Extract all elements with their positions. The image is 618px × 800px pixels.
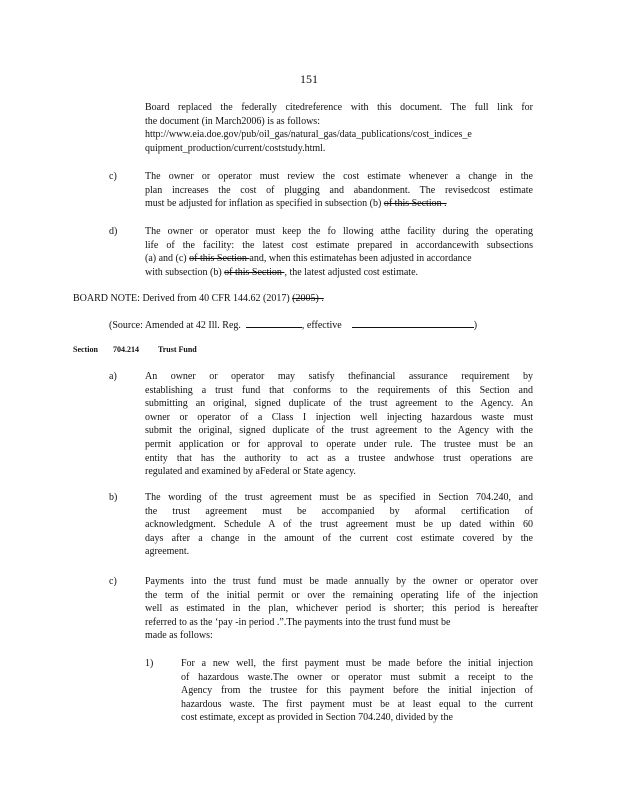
item-d-struck-text: of this Section xyxy=(189,253,250,265)
item-b-label: b) xyxy=(109,492,118,503)
item-1-line: of hazardous waste.The owner or operator must submit a receipt to the xyxy=(181,671,533,683)
source-note xyxy=(109,317,509,333)
item-a-line: permit application or for approval to operate under rule. The trustee must be an xyxy=(145,438,533,450)
item-b-line: acknowledgment. Schedule A of the trust agreement must be up dated within 60 xyxy=(145,519,533,531)
source-mid: , effective xyxy=(301,320,342,331)
board-note-line xyxy=(73,292,533,306)
item-a-paragraph xyxy=(145,370,533,479)
item-d-line xyxy=(145,266,533,280)
item-c-line: plan increases the cost of plugging and abandonment. The revisedcost estimate xyxy=(145,184,533,196)
section-number: 704.214 xyxy=(113,345,139,354)
item-a-line: An owner or operator may satisfy thefinancial assurance requirement by xyxy=(145,371,533,382)
item-1-line: cost estimate, except as provided in Section 704.240, divided by the xyxy=(181,712,453,724)
item-c2-label: c) xyxy=(109,576,117,587)
item-c-text: must be adjusted for inflation as specified in subsection (b) xyxy=(145,198,384,210)
item-a-line: submitting an original, signed duplicate of the trust agreement to the Agency. An xyxy=(145,398,533,410)
intro-line: the document (in March2006) is as follows: xyxy=(145,115,320,127)
item-b-line: days after a change in the amount of the current cost estimate covered by the xyxy=(145,532,533,544)
item-c2-paragraph xyxy=(145,575,538,643)
source-line xyxy=(109,317,509,333)
item-c-line: The owner or operator must review the cost estimate whenever a change in the xyxy=(145,171,533,182)
item-c-paragraph xyxy=(145,170,533,211)
item-b-line: The wording of the trust agreement must be as specified in Section 704.240, and xyxy=(145,492,533,503)
section-label: Section xyxy=(73,345,98,354)
item-c-label: c) xyxy=(109,171,117,182)
item-a-line: regulated and examined by aFederal or State agency. xyxy=(145,466,356,478)
item-c2-line: the term of the initial permit or over the remaining operating life of the injection xyxy=(145,589,538,601)
item-d-paragraph xyxy=(145,225,533,279)
item-1-line: hazardous waste. The first payment must be at least equal to the current xyxy=(181,698,533,710)
item-1-paragraph xyxy=(181,657,533,725)
intro-line: Board replaced the federally citedreference with this document. The full link for xyxy=(145,102,533,113)
item-d-text: (a) and (c) xyxy=(145,253,190,265)
item-c-struck-text: of this Section . xyxy=(383,198,447,210)
source-effective-blank xyxy=(352,317,474,328)
item-c2-line: well as estimated in the plan, whichever period is shorter; this period is hereafter xyxy=(145,603,538,615)
item-a-line: establishing a trust fund that conforms to the requirements of this Section and xyxy=(145,384,533,396)
item-d-label: d) xyxy=(109,226,118,237)
item-d-struck-text: of this Section xyxy=(224,266,285,278)
section-title: Trust Fund xyxy=(158,345,197,354)
item-d-line: life of the facility: the latest cost estimate prepared in accordancewith subsections xyxy=(145,239,533,251)
item-d-line: The owner or operator must keep the fo llowing atthe facility during the operating xyxy=(145,226,533,237)
item-a-line: entity that has the authority to act as a trustee andwhose trust operations are xyxy=(145,452,533,464)
item-c-line xyxy=(145,197,533,211)
item-1-line: For a new well, the first payment must be made before the initial injection xyxy=(181,658,533,669)
page-number: 151 xyxy=(300,72,318,86)
board-note-struck-text: (2005) . xyxy=(292,293,324,304)
source-prefix: (Source: Amended at 42 Ill. Reg. xyxy=(109,320,241,331)
board-note xyxy=(73,292,533,306)
item-d-text: , the latest adjusted cost estimate. xyxy=(284,266,419,278)
source-suffix: ) xyxy=(473,320,478,331)
intro-line: quipment_production/current/coststudy.html. xyxy=(145,142,326,154)
item-d-text: and, when this estimatehas been adjusted in accordance xyxy=(249,253,472,265)
item-c2-line: referred to as the ‘pay -in period .”.The payments into the trust fund must be xyxy=(145,616,451,628)
item-d-text: with subsection (b) xyxy=(145,266,225,278)
item-c2-line: Payments into the trust fund must be made annually by the owner or operator over xyxy=(145,576,538,587)
board-note-text: BOARD NOTE: Derived from 40 CFR 144.62 (2017) xyxy=(73,293,293,304)
item-c2-line: made as follows: xyxy=(145,630,213,642)
item-d-line xyxy=(145,252,533,266)
item-1-line: Agency from the trustee for this payment before the initial injection of xyxy=(181,685,533,697)
source-register-blank xyxy=(246,317,302,328)
item-b-line: agreement. xyxy=(145,546,190,558)
item-1-label: 1) xyxy=(145,658,154,669)
item-a-label: a) xyxy=(109,371,117,382)
item-b-paragraph xyxy=(145,491,533,559)
item-b-line: the trust agreement must be accompanied by aformal certification of xyxy=(145,505,533,517)
item-a-line: owner or operator of a Class I injection well injecting hazardous waste must xyxy=(145,411,533,423)
item-a-line: submit the original, signed duplicate of the trust agreement to the Agency with the xyxy=(145,425,533,437)
intro-paragraph xyxy=(145,101,533,155)
intro-line: http://www.eia.doe.gov/pub/oil_gas/natural_gas/data_publications/cost_indices_e xyxy=(145,129,472,141)
